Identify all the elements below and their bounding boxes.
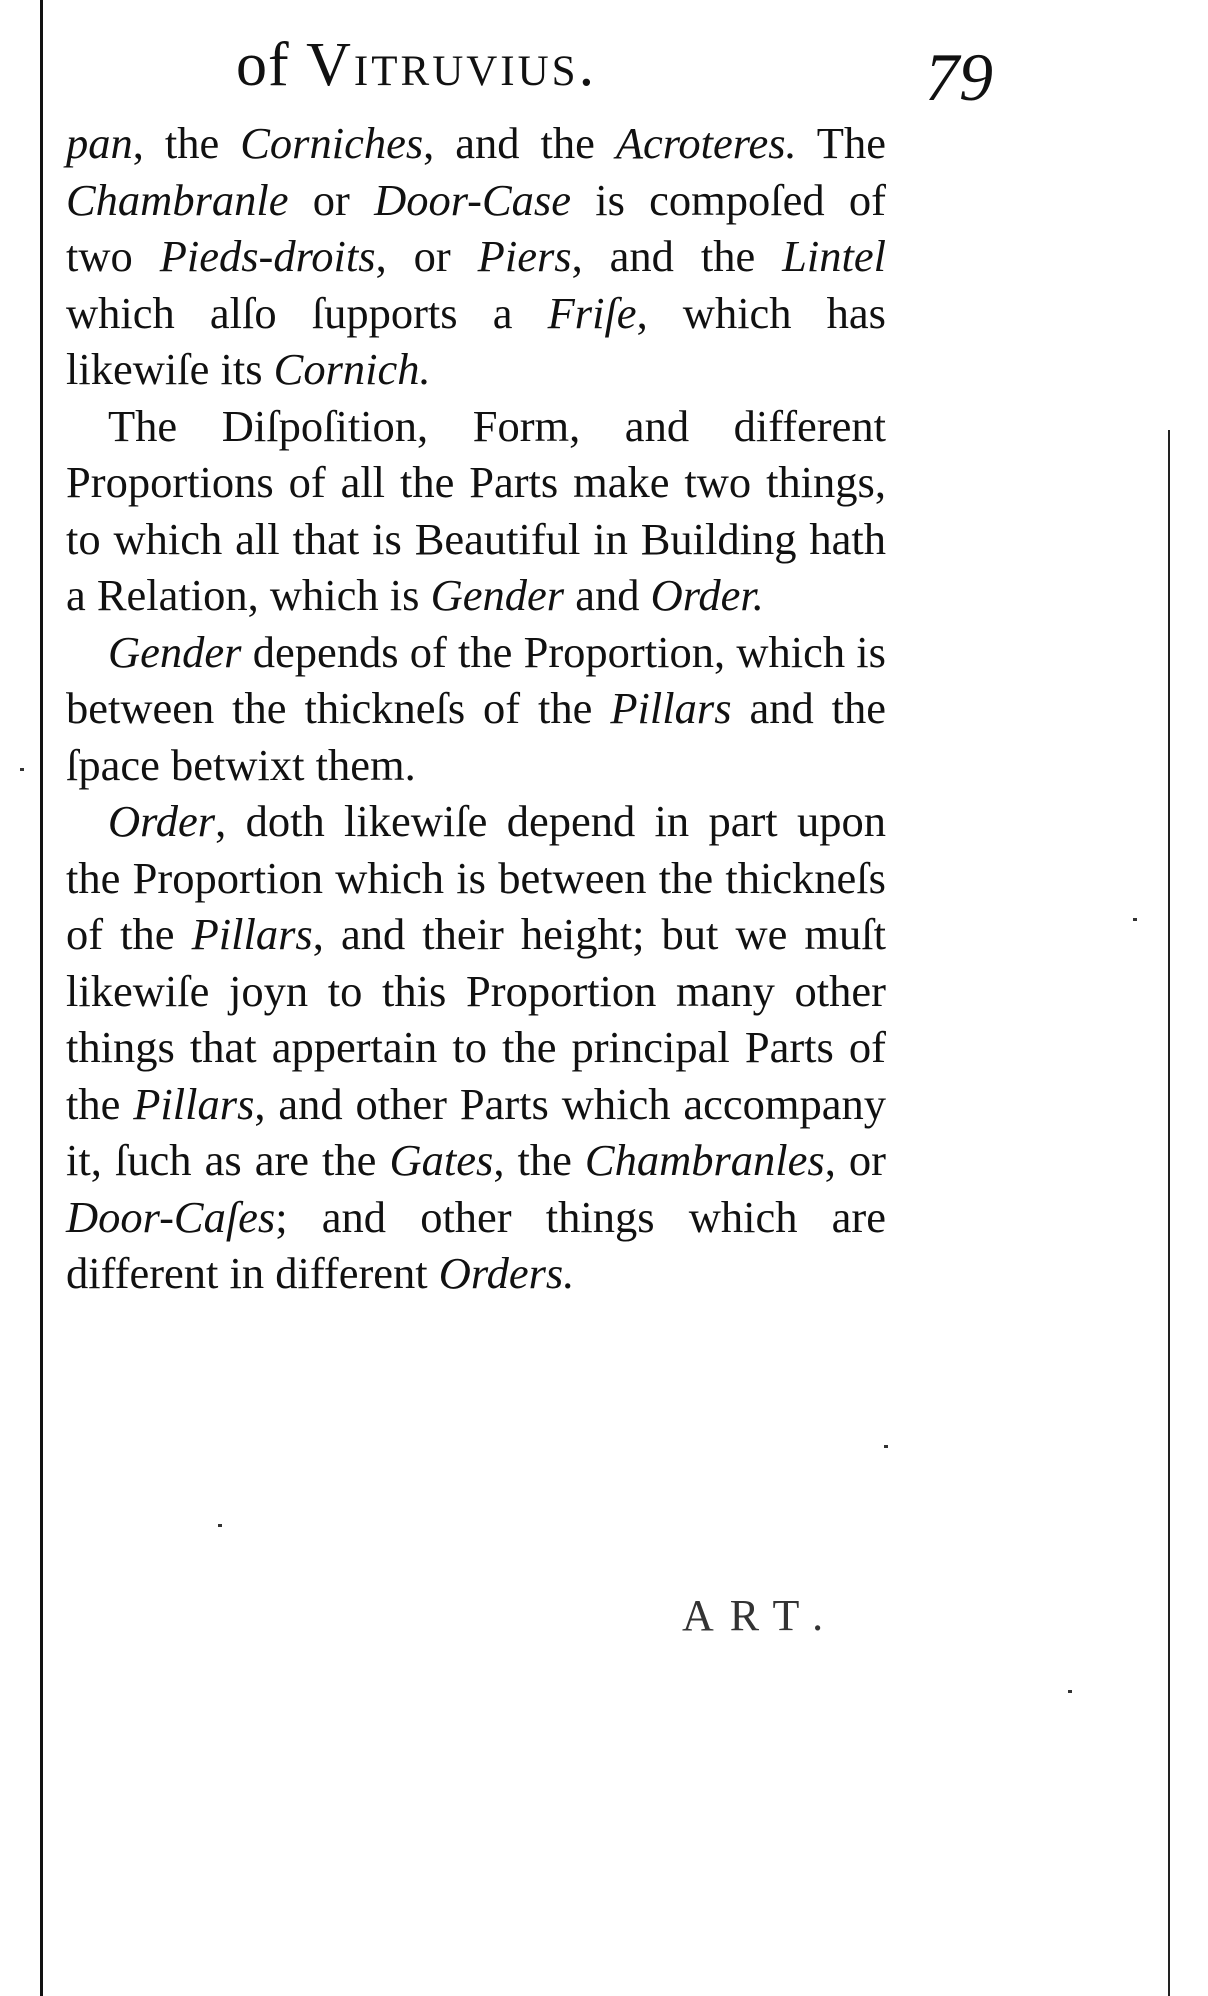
italic-run: Chambranles (584, 1135, 825, 1185)
text-run: , doth likewiſe depend in part upon the Proportion which is between the thickneſs of the (66, 796, 886, 959)
italic-run: Orders. (438, 1248, 575, 1298)
text-run: , the (132, 118, 241, 168)
italic-run: Door-Case (374, 174, 571, 225)
paragraph-2 (66, 398, 886, 624)
italic-run: Pieds-droits (159, 231, 376, 281)
italic-run: Gates (389, 1135, 494, 1185)
text-run: , and other Parts which accompany it, ſuch as are the (66, 1078, 886, 1185)
text-run: The (796, 118, 886, 168)
italic-run: Order. (650, 570, 764, 620)
running-head-name: Vitruvius. (306, 31, 598, 99)
text-run: , and their height; but we muſt likewiſe joyn to this Proportion many other things that appertain to the principal Parts of the (66, 909, 887, 1129)
body-text (66, 115, 886, 1302)
page-header (0, 30, 1208, 115)
running-head-prefix: of (236, 31, 290, 99)
text-run: , or (824, 1135, 886, 1185)
paragraph-1 (66, 115, 886, 398)
running-head (236, 30, 597, 101)
right-page-edge (1168, 430, 1170, 1996)
italic-run: Order (108, 796, 216, 846)
italic-run: Corniches (240, 118, 424, 168)
text-run: , which has likewiſe its (66, 287, 886, 394)
italic-run: Piers (477, 231, 572, 281)
italic-run: Gender (108, 626, 242, 677)
page-number: 79 (925, 39, 993, 115)
italic-run: Lintel (782, 231, 886, 281)
print-speck (218, 1524, 222, 1527)
print-speck (20, 768, 24, 771)
print-speck (1133, 918, 1137, 921)
text-run: which alſo ſupports a (66, 287, 548, 338)
italic-run: Acroteres. (615, 118, 797, 168)
text-run: The Diſpoſition, Form, and different Proportions of all the Parts make two things, to which all that is Beautiful in Building hath a Relation, which is (66, 400, 886, 620)
text-run: ; and other things which are different in different (66, 1191, 886, 1298)
italic-run: Cornich. (273, 344, 431, 394)
italic-run: Friſe (547, 287, 637, 338)
text-run: and the ſpace betwixt them. (66, 683, 886, 790)
italic-run: Pillars (610, 683, 732, 733)
left-gutter-rule (40, 0, 43, 1996)
text-run: and (564, 570, 651, 620)
print-speck (1068, 1690, 1072, 1693)
italic-run: Chambranle (66, 174, 289, 225)
italic-run: Pillars (133, 1078, 255, 1129)
italic-run: Gender (430, 570, 565, 620)
paragraph-4 (66, 793, 886, 1302)
italic-run: Door-Caſes (66, 1191, 276, 1242)
text-run: depends of the Proportion, which is between the thickneſs of the (66, 626, 886, 733)
text-run: , and the (423, 118, 616, 168)
italic-run: Pillars (191, 909, 313, 959)
print-speck (884, 1445, 888, 1448)
italic-run: pan (66, 118, 133, 168)
text-run: , the (493, 1135, 585, 1185)
text-run: , and the (571, 231, 783, 281)
text-run: is compoſed of two (66, 174, 886, 281)
text-run: or (288, 174, 375, 225)
paragraph-3 (66, 624, 886, 794)
catchword: ART. (682, 1591, 840, 1640)
text-run: , or (375, 231, 478, 281)
